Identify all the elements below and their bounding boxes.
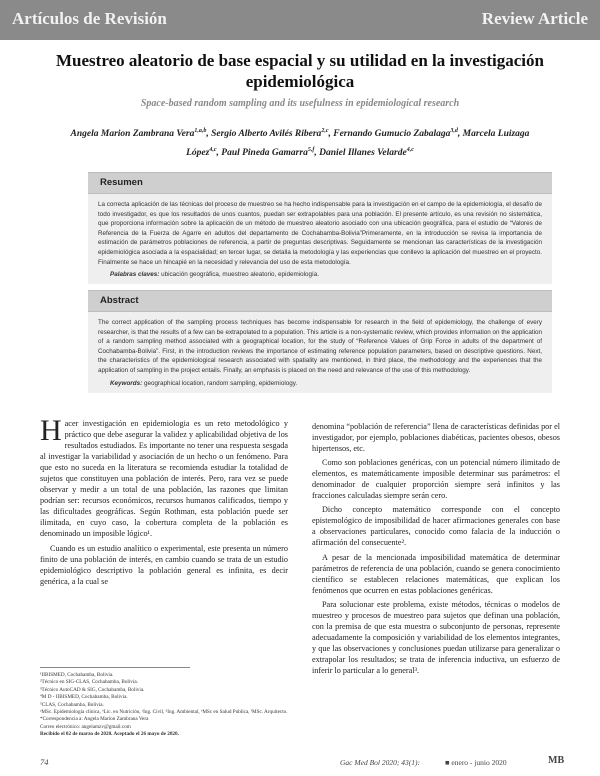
abstract-heading: Abstract (100, 295, 139, 306)
author: Angela Marion Zambrana Vera (70, 129, 195, 140)
author: Sergio Alberto Avilés Ribera (211, 129, 322, 140)
abstract-keywords: Keywords: geographical location, random sampling, epidemiology. (110, 379, 298, 387)
abstract-body: The correct application of the sampling process techniques has become indispensable for research in the field of epidemiology, the challenge of every researcher, is that the results of a few can be extrapolated to a population. This article is a non-systematic review, which provides information on the application of a random sampling method associated with a geographical location, for the study of “Reference Values of Grip Force in adults of the department of Cochabamba-Bolivia”. First, in the introduction reviews the importance of estimating reference population parameters, based on descriptive questions. Next, the characteristics of the epidemiological research associated with spatiality are mentioned, in third place, the methodology and the experiences that the application of sampling in the project entails. Finally, an emphasis is placed on the need and relevance of the use of this methodology. (98, 319, 542, 374)
resumen-heading: Resumen (100, 177, 143, 188)
author: Daniel Illanes Velarde (319, 148, 407, 159)
author: Fernando Gumucio Zabalaga (333, 129, 451, 140)
paragraph: Como son poblaciones genéricas, con un potencial número ilimitado de elementos, es matemáticamente imposible determinar sus parámetros: el denominador de cualquier proporción siempre será infinitos y las fracciones calculadas siempre serán cero. (312, 458, 560, 501)
page-footer (0, 755, 600, 771)
abstract-panel (88, 290, 552, 393)
header-bar (0, 0, 600, 40)
author: López (186, 148, 210, 159)
issue-date: ■ enero - junio 2020 (445, 758, 507, 767)
author-line-2: López$^{4,c}$, Paul Pineda Gamarra$^{5,f}$, Daniel Illanes Velarde$^{4,c}$ (186, 147, 414, 159)
page-number: 74 (40, 757, 49, 767)
author-line-1: Angela Marion Zambrana Vera$^{1,a,b}$, Sergio Alberto Avilés Ribera$^{2,c}$, Fernando Gumucio Zabalaga$^{3,d}$, Marcela Luizaga (70, 128, 530, 140)
author: Marcela Luizaga (462, 129, 530, 140)
footnote: ¹IIBISMED, Cochabamba, Bolivia. (40, 672, 114, 678)
article-type-label: Review Article (481, 9, 588, 28)
abstract-heading-bar (88, 290, 552, 312)
footnote: ³Técnico AutoCAD & SIG, Cochabamba, Bolivia. (40, 686, 145, 693)
footnote: Correo electrónico: angelamzv@gmail.com (40, 723, 131, 730)
article-title: Muestreo aleatorio de base espacial y su utilidad en la investigación epidemiológica (56, 51, 544, 91)
paragraph: A pesar de la mencionada imposibilidad matemática de determinar parámetros de referencia de una población, cuando se genera conocimiento científico se establecen relaciones matemáticas, que explican los fenómenos que ocurren en estas poblaciones genéricas. (312, 552, 560, 595)
footnote: ²Técnico en SIG-CLAS, Cochabamba, Bolivia. (40, 679, 138, 686)
footnote: ⁵CLAS, Cochabamba, Bolivia. (40, 701, 104, 708)
body-column-left (40, 414, 288, 590)
footnotes (40, 672, 290, 739)
article-subtitle: Space-based random sampling and its usefulness in epidemiological research (140, 98, 460, 109)
footnote-rule (40, 667, 190, 668)
footnote: ⁴M D - IIBISMED, Cochabamba, Bolivia. (40, 694, 128, 701)
footnote: ᵃMSc. Epidemiología clínica, ᵇLic. en Nutrición, ᶜIng. Civil, ᵈIng. Ambiental, ᵉMSc en Salud Publica, ᶠMSc. Arquitecto. (40, 709, 288, 716)
drop-cap: H (40, 414, 62, 447)
paragraph: Cuando es un estudio analítico o experimental, este presenta un número finito de una población de interés, en cambio cuando se trata de un estudio epidemiológico descriptivo la población general es infinita, es decir genérica, a la cual se (40, 543, 288, 586)
paragraph: Dicho concepto matemático corresponde con el concepto epistemológico de imposibilidad de hacer afirmaciones generales con base a observaciones particulares, conocido como falacia de la inducción o afirmación del consecuente². (312, 505, 560, 548)
author: Paul Pineda Gamarra (221, 148, 308, 159)
author-list (38, 123, 562, 161)
journal-logo: MB (548, 755, 565, 766)
paragraph: Para solucionar este problema, existe métodos, técnicas o modelos de muestreo y procesos de muestreo para sujetos que definan una población, con la premisa de que esta muestra o subconjunto de personas, represente adecuadamente la composición y variabilidad de los elementos integrantes, y que las observaciones y conclusiones puedan utilizarse para generalizar o extrapolar los resultados; se trata de inferencia inductiva, un esfuerzo de inferir lo particular a lo general³. (312, 599, 560, 675)
received-date: Recibido el 02 de marzo de 2020. Aceptado el 26 mayo de 2020. (40, 731, 179, 738)
body-column-right (312, 421, 560, 679)
section-label: Artículos de Revisión (12, 9, 167, 28)
resumen-body: La correcta aplicación de las técnicas del proceso de muestreo se ha hecho indispensable para la investigación en el campo de la epidemiología, el desafío de todo investigador, es que los resultados de unos cuantos, puedan ser extrapolables para una población. El presente artículo, es una revisión no sistemática, que proporciona información sobre la aplicación de un método de muestreo aleatorio asociado con una ubicación geográfica, para el estudio de “Valores de Referencia de la Fuerza de Agarre en adultos del departamento de Cochabamba-Bolivia”Primeramente, en la introducción se revisa la importancia de estimación de parámetros poblaciones de referencia, a partir de preguntas descriptivas. Seguidamente se mencionan las características de la investigación epidemiológica asociada a la espacialidad; en tercer lugar, se detalla la metodología y las experiencias que conllevo la aplicación del muestreo en el proyecto. Finalmente se hace un hincapié en la necesidad y relevancia del uso de esta metodología. (98, 201, 542, 266)
resumen-panel (88, 172, 552, 284)
resumen-keywords: Palabras claves: ubicación geográfica, muestreo aleatorio, epidemiología. (110, 271, 319, 279)
journal-citation: Gac Med Bol 2020; 43(1): (340, 758, 420, 767)
resumen-heading-bar (88, 172, 552, 194)
paragraph: Hacer investigación en epidemiologia es un reto metodológico y práctico que debe asegurar la validez y aplicabilidad objetiva de los resultados estudiados. Es importante no tener una respuesta sesgada al investigar la variabilidad y asociación de un hecho o un fenómeno. Para que esto no suceda en la literatura se recomienda estudiar la totalidad de sujetos que constituyen una población de interés. Pero, rara vez se puede observar y medir a un total de una población, las razones que limitan podrían ser: recursos económicos, recursos humanos calificados, tiempo y las dificultades geográficas. Según Rothman, esta población puede ser ilimitada, en cuyo caso, la cobertura completa de la población es denominado un imposible lógico¹. (40, 414, 288, 539)
paragraph: denomina “población de referencia” llena de características definidas por el investigador, por ejemplo, poblaciones diabéticas, pacientes obesos, obesos hipertensos, etc. (312, 422, 560, 454)
footnote: *Correspondencia a: Angela Marion Zambrana Vera (40, 716, 149, 723)
